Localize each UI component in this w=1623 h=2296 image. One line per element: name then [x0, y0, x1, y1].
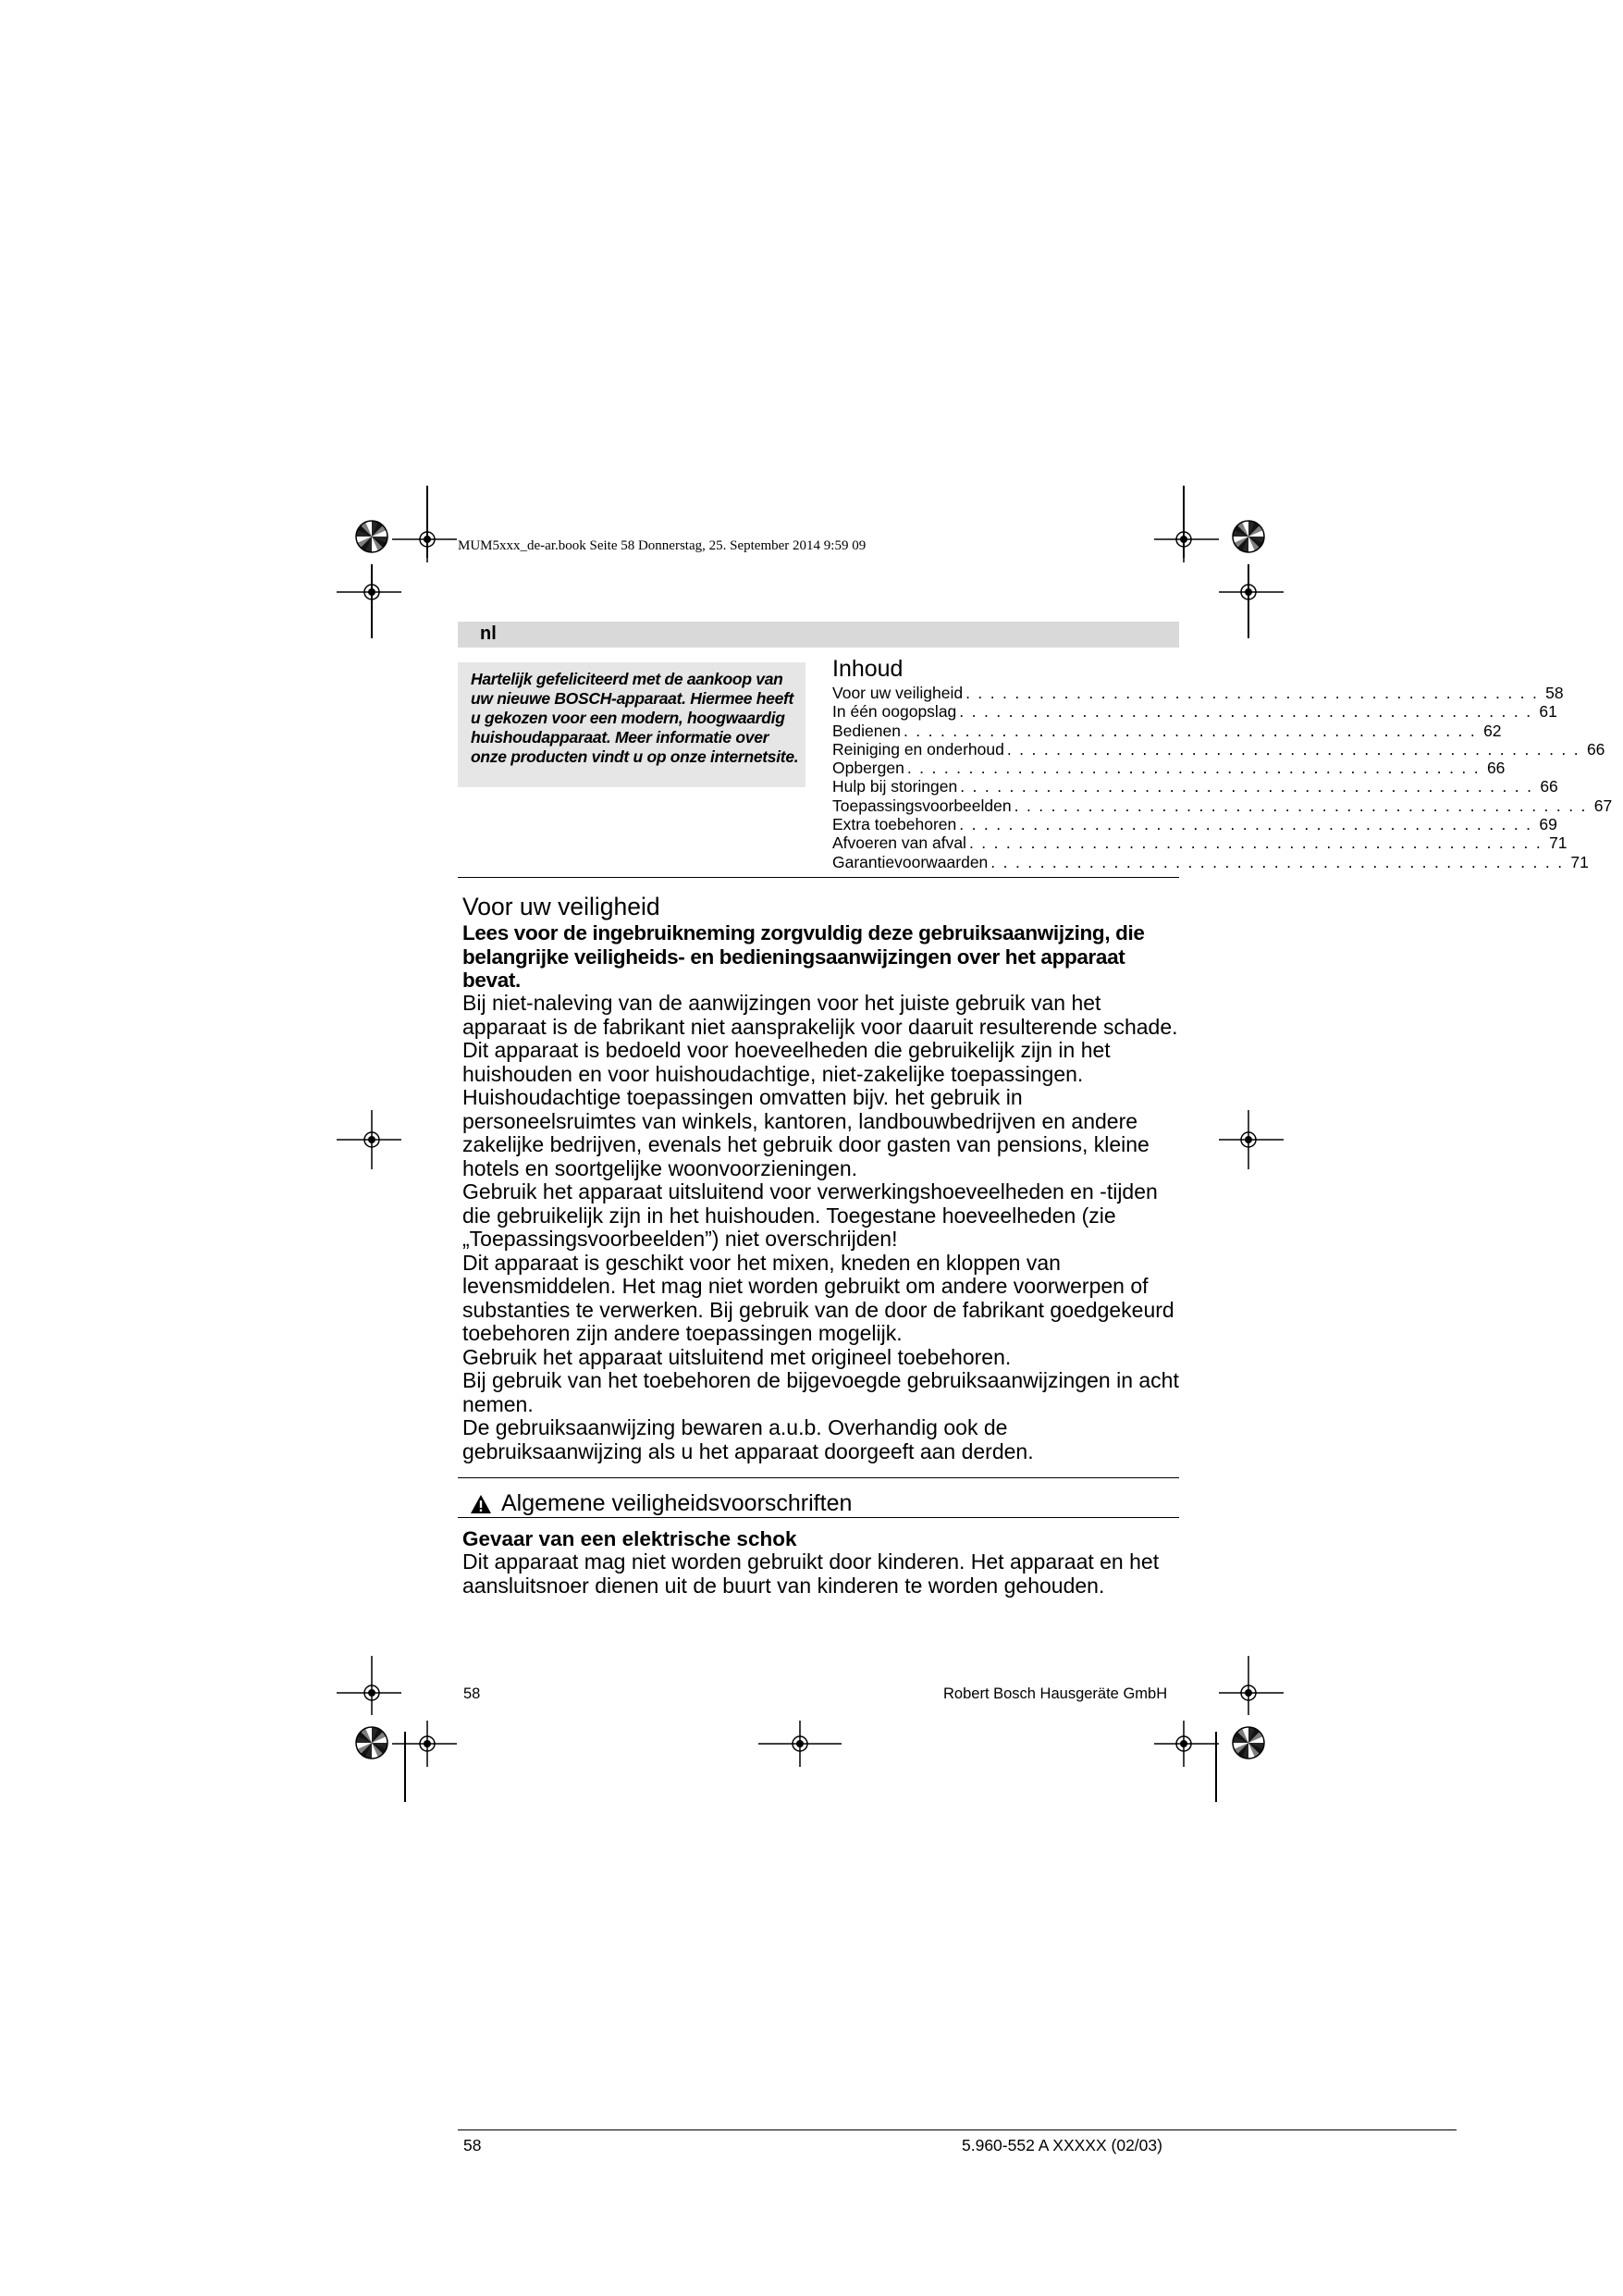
registration-crosshair-icon — [1219, 575, 1284, 622]
toc-entry[interactable] — [832, 721, 1502, 740]
page-number: 58 — [463, 1685, 481, 1702]
registration-starburst-icon — [355, 1726, 388, 1759]
toc-entry[interactable] — [832, 702, 1557, 722]
toc-leader-dots: . . . . . . . . . . . . . . . . . . . . . . . . . . . . . . . . . . . . . . . . . . . . . . . — [903, 721, 1477, 740]
warning-divider-bottom — [458, 1517, 1179, 1518]
document-code: 5.960-552 A XXXXX (02/03) — [962, 2136, 1162, 2154]
paragraph: Dit apparaat is bedoeld voor hoeveelheden die gebruikelijk zijn in het huishouden en voor huishoudachtige, niet-zakelijke toepassingen. Huishoudachtige toepassingen omvatten bijv. het gebruik in personeelsruimtes van winkels, kantoren, landbouwbedrijven en andere zakelijke bedrijven, evenals het gebruik door gasten van pensions, kleine hotels en soortgelijke woonvoorzieningen. — [462, 1038, 1150, 1180]
section-title: Voor uw veiligheid — [462, 893, 660, 920]
intro-box — [458, 662, 805, 787]
paragraph: Dit apparaat is geschikt voor het mixen, kneden en kloppen van levensmiddelen. Het mag niet worden gebruikt om andere voorwerpen of substanties te verwerken. Bij gebruik van de door de fabrikant goedgekeurd toebehoren zijn andere toepassingen mogelijk. — [462, 1250, 1174, 1345]
outer-page-number: 58 — [463, 2136, 482, 2154]
toc-entry[interactable] — [832, 759, 1506, 778]
section-lead: Lees voor de ingebruikneming zorgvuldig deze gebruiksaanwijzing, die belangrijke veiligheids- en bedieningsaanwijzingen over het apparaat bevat. — [462, 921, 1145, 992]
toc-entry-page: 67 — [1593, 796, 1613, 815]
toc-entry-page: 66 — [1586, 739, 1605, 759]
toc-entry-page: 71 — [1549, 833, 1568, 853]
toc-entry[interactable] — [832, 739, 1605, 759]
toc-entry-page: 61 — [1539, 702, 1557, 722]
warning-heading — [470, 1490, 852, 1517]
toc-leader-dots: . . . . . . . . . . . . . . . . . . . . . . . . . . . . . . . . . . . . . . . . . . . . . . . — [906, 759, 1481, 778]
toc-entry-page: 66 — [1540, 777, 1558, 796]
section-body — [462, 992, 1184, 1463]
language-label: nl — [480, 623, 497, 644]
toc-entry[interactable] — [832, 815, 1557, 834]
toc-entry-label: Extra toebehoren — [832, 815, 957, 834]
warning-text: Dit apparaat mag niet worden gebruikt door kinderen. Het apparaat en het aansluitsnoer dienen uit de buurt van kinderen te worden gehouden. — [462, 1549, 1160, 1598]
table-of-contents — [832, 684, 1613, 871]
registration-crosshair-icon — [1154, 516, 1219, 562]
intro-text: Hartelijk gefeliciteerd met de aankoop van uw nieuwe BOSCH-apparaat. Hiermee heeft u gekozen voor een modern, hoogwaardig huishoudapparaat. Meer informatie over onze producten vindt u op onze internetsite. — [471, 670, 799, 766]
registration-crosshair-icon — [337, 1110, 401, 1169]
toc-entry-label: Bedienen — [832, 721, 901, 740]
registration-starburst-icon — [1232, 520, 1265, 553]
registration-crosshair-icon — [1219, 1656, 1284, 1715]
toc-entry-page: 66 — [1486, 759, 1506, 778]
paragraph: Bij gebruik van het toebehoren de bijgevoegde gebruiksaanwijzingen in acht nemen. — [462, 1368, 1179, 1416]
registration-crosshair-icon — [337, 575, 401, 622]
paragraph: De gebruiksaanwijzing bewaren a.u.b. Overhandig ook de gebruiksaanwijzing als u het apparaat doorgeeft aan derden. — [462, 1415, 1034, 1463]
toc-entry[interactable] — [832, 852, 1589, 871]
toc-entry-page: 58 — [1545, 684, 1564, 702]
toc-leader-dots: . . . . . . . . . . . . . . . . . . . . . . . . . . . . . . . . . . . . . . . . . . . . . . . — [1014, 796, 1588, 815]
warning-title: Algemene veiligheidsvoorschriften — [501, 1490, 853, 1516]
toc-leader-dots: . . . . . . . . . . . . . . . . . . . . . . . . . . . . . . . . . . . . . . . . . . . . . . . — [960, 777, 1533, 796]
toc-entry[interactable] — [832, 684, 1564, 702]
paragraph: Gebruik het apparaat uitsluitend voor verwerkingshoeveelheden en -tijden die gebruikelijk zijn in het huishouden. Toegestane hoeveelheden (zie „Toepassingsvoorbeelden”) niet overschrijden! — [462, 1179, 1158, 1251]
toc-leader-dots: . . . . . . . . . . . . . . . . . . . . . . . . . . . . . . . . . . . . . . . . . . . . . . . — [990, 852, 1564, 871]
toc-title: Inhoud — [832, 656, 904, 682]
registration-starburst-icon — [355, 520, 388, 553]
warning-divider-top — [458, 1477, 1179, 1478]
toc-entry-label: Hulp bij storingen — [832, 777, 958, 796]
toc-entry-label: Opbergen — [832, 759, 904, 778]
toc-entry-label: Reiniging en onderhoud — [832, 739, 1004, 759]
toc-leader-dots: . . . . . . . . . . . . . . . . . . . . . . . . . . . . . . . . . . . . . . . . . . . . . . . — [968, 833, 1543, 853]
toc-leader-dots: . . . . . . . . . . . . . . . . . . . . . . . . . . . . . . . . . . . . . . . . . . . . . . . — [1006, 739, 1580, 759]
toc-entry[interactable] — [832, 796, 1613, 815]
toc-entry[interactable] — [832, 777, 1558, 796]
toc-entry-label: Voor uw veiligheid — [832, 684, 964, 702]
language-tab — [458, 622, 1179, 648]
registration-crosshair-icon — [1154, 1721, 1219, 1767]
toc-entry-label: In één oogopslag — [832, 702, 957, 722]
company-name: Robert Bosch Hausgeräte GmbH — [943, 1685, 1168, 1702]
section-divider — [458, 877, 1179, 878]
warning-triangle-icon — [470, 1494, 492, 1514]
toc-entry-label: Toepassingsvoorbeelden — [832, 796, 1012, 815]
outer-footer-rule — [458, 2129, 1457, 2130]
registration-crosshair-icon — [337, 1656, 401, 1715]
warning-subtitle: Gevaar van een elektrische schok — [462, 1527, 797, 1550]
toc-leader-dots: . . . . . . . . . . . . . . . . . . . . . . . . . . . . . . . . . . . . . . . . . . . . . . . — [959, 702, 1532, 722]
registration-crosshair-icon — [758, 1721, 842, 1767]
paragraph: Bij niet-naleving van de aanwijzingen voor het juiste gebruik van het apparaat is de fabrikant niet aansprakelijk voor daaruit resulterende schade. — [462, 991, 1178, 1039]
toc-entry[interactable] — [832, 833, 1568, 853]
paragraph: Gebruik het apparaat uitsluitend met origineel toebehoren. — [462, 1344, 1012, 1369]
toc-entry-label: Garantievoorwaarden — [832, 852, 989, 871]
toc-leader-dots: . . . . . . . . . . . . . . . . . . . . . . . . . . . . . . . . . . . . . . . . . . . . . . . — [959, 815, 1532, 834]
file-header: MUM5xxx_de-ar.book Seite 58 Donnerstag, 25. September 2014 9:59 09 — [458, 538, 867, 553]
registration-starburst-icon — [1232, 1726, 1265, 1759]
registration-crosshair-icon — [392, 1721, 457, 1767]
toc-entry-label: Afvoeren van afval — [832, 833, 966, 853]
toc-entry-page: 62 — [1483, 721, 1502, 740]
registration-crosshair-icon — [1219, 1110, 1284, 1169]
toc-leader-dots: . . . . . . . . . . . . . . . . . . . . . . . . . . . . . . . . . . . . . . . . . . . . . . . — [965, 684, 1539, 702]
registration-crosshair-icon — [392, 516, 457, 562]
toc-entry-page: 69 — [1539, 815, 1557, 834]
toc-entry-page: 71 — [1570, 852, 1589, 871]
